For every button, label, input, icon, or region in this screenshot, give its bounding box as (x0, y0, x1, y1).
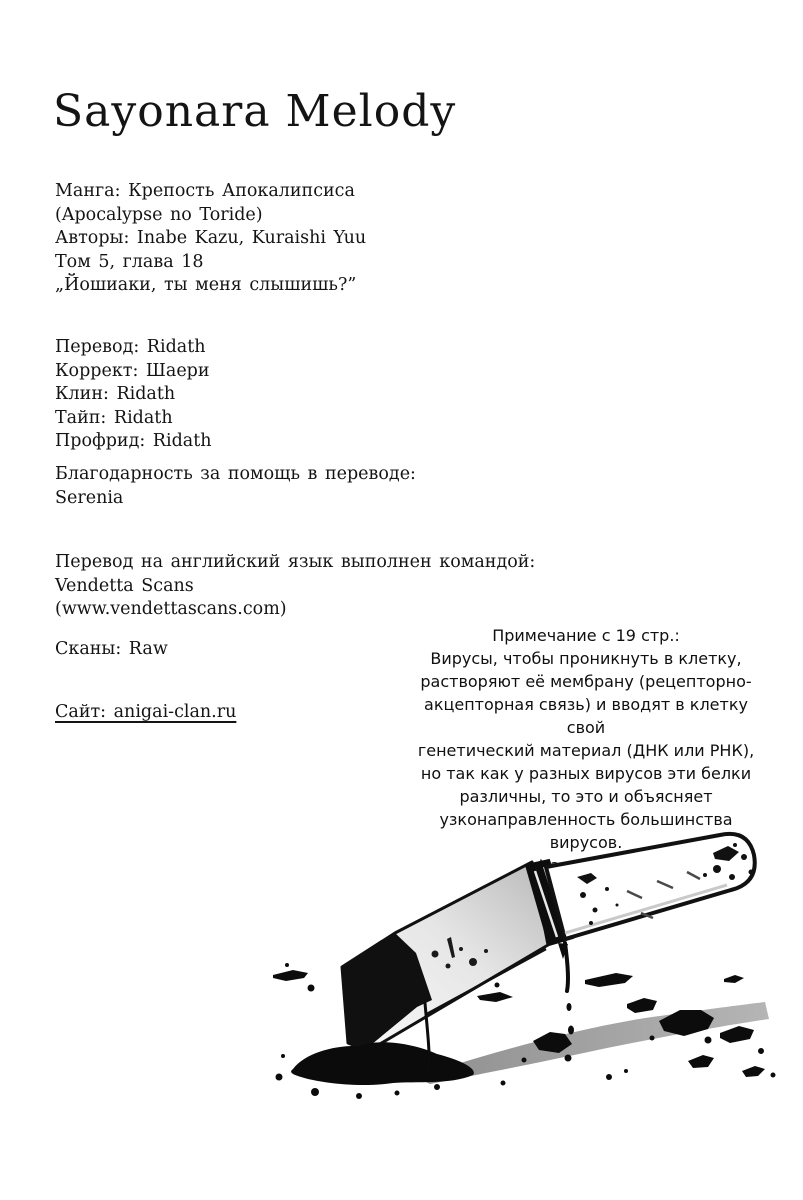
note-line: Вирусы, чтобы проникнуть в клетку, (430, 649, 742, 668)
scans-line: Сканы: Raw (55, 639, 168, 659)
page-title: Sayonara Melody (53, 86, 457, 137)
team-credits-block (55, 336, 212, 454)
credit-cleaning: Клин: Ridath (55, 384, 176, 404)
thanks-label: Благодарность за помощь в переводе: (55, 464, 416, 484)
note-line: генетический материал (ДНК или РНК), (417, 741, 755, 760)
english-team-name: Vendetta Scans (55, 575, 194, 596)
blood-pool (276, 1042, 474, 1099)
volume-chapter: Том 5, глава 18 (55, 251, 204, 272)
manga-info-block (55, 180, 366, 298)
site-link[interactable]: Сайт: anigai-clan.ru (55, 702, 237, 722)
note-line: растворяют её мембрану (рецепторно- (420, 672, 752, 691)
manga-title-line: Манга: Крепость Апокалипсиса (55, 181, 355, 201)
manga-authors: Авторы: Inabe Kazu, Kuraishi Yuu (55, 228, 367, 248)
scans-block (55, 638, 168, 662)
bloody-knife-illustration (265, 825, 780, 1110)
note-line: акцепторная связь) и вводят в клетку свой (424, 695, 748, 737)
credit-typesetting: Тайп: Ridath (55, 407, 173, 428)
note-heading: Примечание с 19 стр.: (492, 626, 680, 645)
note-line: узконаправленность большинства вирусов. (439, 810, 733, 852)
manga-alt-title: (Apocalypse no Toride) (55, 204, 263, 225)
credit-proofread: Профрид: Ridath (55, 431, 212, 451)
thanks-name: Serenia (55, 487, 124, 508)
credit-translation: Перевод: Ridath (55, 337, 206, 357)
note-line: различны, то это и объясняет (459, 787, 713, 806)
bloody-knife-svg (265, 825, 780, 1110)
knife-blade (342, 862, 548, 1051)
site-block (55, 701, 236, 725)
knife-handle (546, 834, 755, 939)
thanks-block (55, 463, 416, 510)
note-line: но так как у разных вирусов эти белки (420, 764, 752, 783)
english-translation-block (55, 551, 535, 622)
credit-correction: Коррект: Шаери (55, 360, 210, 381)
english-team-site: (www.vendettascans.com) (55, 599, 287, 619)
chapter-quote: „Йошиаки, ты меня слышишь?” (55, 275, 357, 295)
english-team-label: Перевод на английский язык выполнен командой: (55, 552, 536, 572)
